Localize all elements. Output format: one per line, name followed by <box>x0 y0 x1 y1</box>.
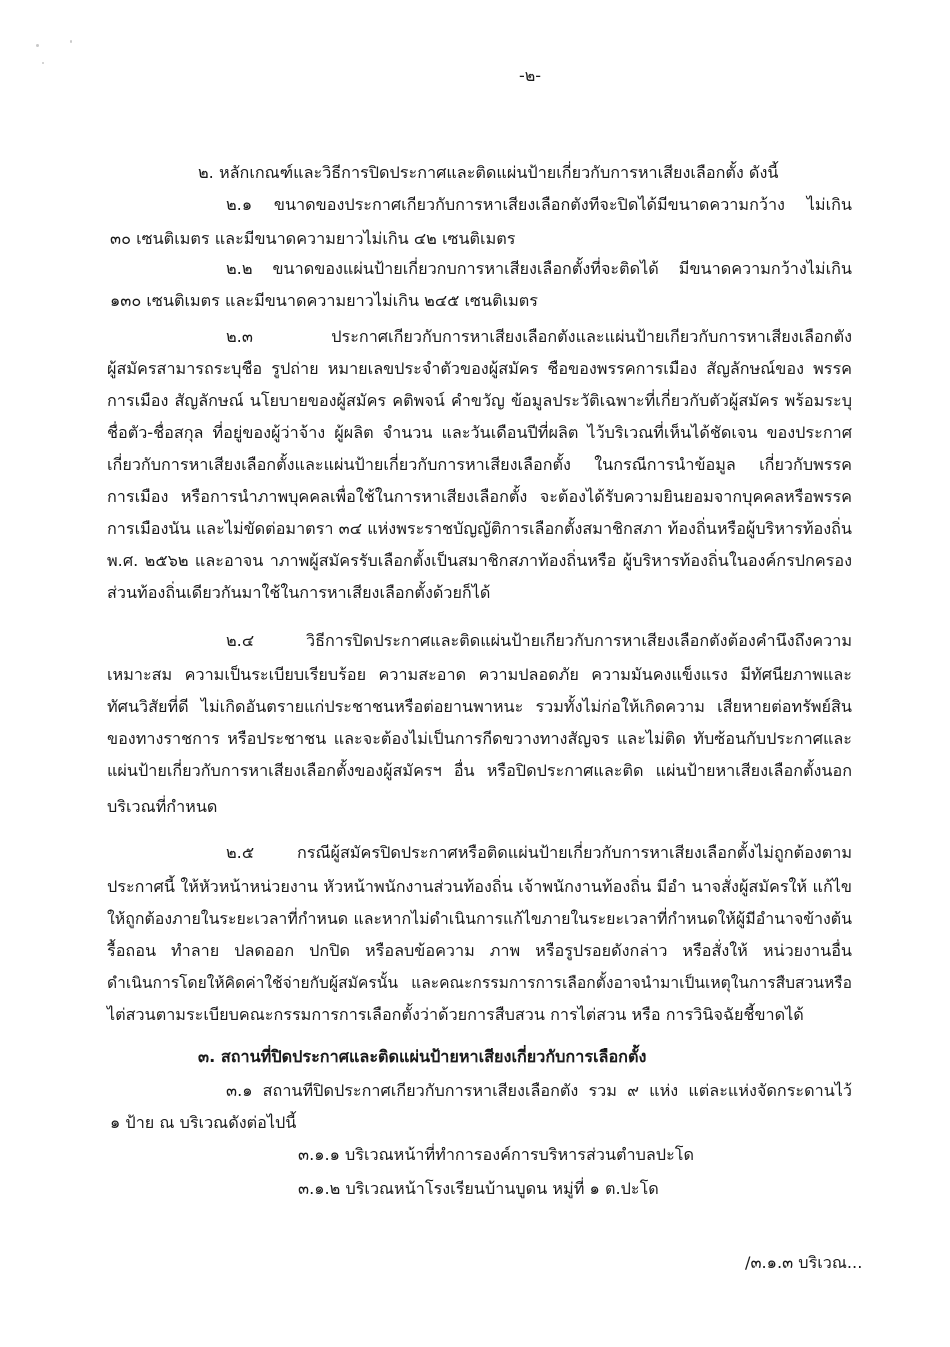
paragraph-2-1-line: ๓๐ เซนติเมตร และมีขนาดความยาวไม่เกิน ๔๒ เซนติเมตร <box>110 229 516 248</box>
location-item: ๓.๑.๒ บริเวณหน้าโรงเรียนบ้านบูดน หมู่ที่ ๑ ต.ปะโด <box>298 1179 659 1198</box>
paragraph-2-3-line: การเมือง สัญลักษณ์ นโยบายของผู้สมัคร คติพจน์ คำขวัญ ข้อมูลประวัติเฉพาะที่เกี่ยวกับตัวผู้สมัคร พร้อมระบุ <box>107 391 852 410</box>
location-item: ๓.๑.๑ บริเวณหน้าที่ทำการองค์การบริหารส่วนตำบลปะโด <box>298 1145 694 1164</box>
paragraph-2-4-line: บริเวณที่กำหนด <box>107 797 218 816</box>
paragraph-2-4-line: เหมาะสม ความเป็นระเบียบเรียบร้อย ความสะอาด ความปลอดภัย ความมันคงแข็งแรง มีทัศนียภาพและ <box>107 665 852 684</box>
paragraph-2-5-line: ประกาศนี้ ให้หัวหน้าหน่วยงาน หัวหน้าพนักงานส่วนท้องถิ่น เจ้าพนักงานท้องถิ่น มีอำ นาจสั่งผู้สมัครให้ แก้ไข <box>107 877 852 896</box>
paragraph-3-1-line: ๑ ป้าย ณ บริเวณดังต่อไปนี้ <box>110 1113 297 1132</box>
paragraph-2-4-line: แผ่นป้ายเกี่ยวกับการหาเสียงเลือกตั้งของผู้สมัครฯ อื่น หรือปิดประกาศและติด แผ่นป้ายหาเสียงเลือกตั้งนอก <box>107 761 852 780</box>
paragraph-2-5-line: รื้อถอน ทำลาย ปลดออก ปกปิด หรือลบข้อความ ภาพ หรือรูปรอยดังกล่าว หรือสั่งให้ หน่วยงานอื่น <box>107 941 852 960</box>
scan-speck <box>70 40 72 43</box>
paragraph-2-3-line: ๒.๓ ประกาศเกียวกับการหาเสียงเลือกตังและแผ่นป้ายเกียวกับการหาเสียงเลือกตัง <box>226 327 852 346</box>
paragraph-2-5-line: ๒.๕ กรณีผู้สมัครปิดประกาศหรือติดแผ่นป้ายเกี่ยวกับการหาเสียงเลือกตั้งไม่ถูกต้องตาม <box>226 843 852 862</box>
paragraph-2-3-line: ชื่อตัว-ชื่อสกุล ที่อยู่ของผู้ว่าจ้าง ผู้ผลิต จำนวน และวันเดือนปีที่ผลิต ไว้บริเวณที่เห็นได้ชัดเจน ของประกาศ <box>107 423 852 442</box>
paragraph-2-4-line: ทัศนวิสัยที่ดี ไม่เกิดอันตรายแก่ประชาชนหรือต่อยานพาหนะ รวมทั้งไม่ก่อให้เกิดความ เสียหายต่อทรัพย์สิน <box>107 697 852 716</box>
paragraph-2-5-line: ให้ถูกต้องภายในระยะเวลาที่กำหนด และหากไม่ดำเนินการแก้ไขภายในระยะเวลาที่กำหนดให้ผู้มีอำนาจข้างต้น <box>107 909 852 928</box>
paragraph-2-3-line: ผู้สมัครสามารถระบุชือ รูปถ่าย หมายเลขประจำตัวของผู้สมัคร ชือของพรรคการเมือง สัญลักษณ์ของ พรรค <box>107 359 852 378</box>
paragraph-2-2-line: ๒.๒ ขนาดของแผ่นป้ายเกี่ยวกบการหาเสียงเลือกตั้งที่จะติดได้ มีขนาดความกว้างไม่เกิน <box>226 259 852 278</box>
paragraph-2-1-line: ๒.๑ ขนาดของประกาศเกียวกับการหาเสียงเลือกตังทีจะปิดได้มีขนาดความกว้าง ไม่เกิน <box>226 195 852 214</box>
paragraph-2-3-line: พ.ศ. ๒๕๖๒ และอาจน าภาพผู้สมัครรับเลือกตั้งเป็นสมาชิกสภาท้องถิ่นหรือ ผู้บริหารท้องถิ่นในองค์กรปกครอง <box>107 551 852 570</box>
section-3-heading: ๓. สถานที่ปิดประกาศและติดแผ่นป้ายหาเสียงเกี่ยวกับการเลือกตั้ง <box>198 1047 647 1066</box>
page-number: -๒- <box>518 66 542 85</box>
section-2-heading: ๒. หลักเกณฑ์และวิธีการปิดประกาศและติดแผ่นป้ายเกี่ยวกับการหาเสียงเลือกตั้ง ดังนี้ <box>198 163 779 182</box>
paragraph-2-5-line: ไต่สวนตามระเบียบคณะกรรมการการเลือกตั้งว่าด้วยการสืบสวน การไต่สวน หรือ การวินิจฉัยชี้ขาดได้ <box>107 1005 804 1024</box>
paragraph-2-3-line: การเมือง หรือการนำภาพบุคคลเพื่อใช้ในการหาเสียงเลือกตั้ง จะต้องได้รับความยินยอมจากบุคคลหรือพรรค <box>107 487 852 506</box>
paragraph-2-2-line: ๑๓๐ เซนติเมตร และมีขนาดความยาวไม่เกิน ๒๔๕ เซนติเมตร <box>110 291 538 310</box>
paragraph-2-4-line: ของทางราชการ หรือประชาชน และจะต้องไม่เป็นการกีดขวางทางสัญจร และไม่ติด ทับซ้อนกับประกาศและ <box>107 729 852 748</box>
continuation-note: /๓.๑.๓ บริเวณ... <box>745 1253 863 1272</box>
paragraph-2-5-line: ดำเนินการโดยให้คิดค่าใช้จ่ายกับผู้สมัครนั้น และคณะกรรมการการเลือกตั้งอาจนำมาเป็นเหตุในการสืบสวนหรือ <box>107 974 852 992</box>
scan-speck <box>36 44 39 47</box>
paragraph-2-3-line: การเมืองนัน และไม่ขัดต่อมาตรา ๓๔ แห่งพระราชบัญญัติการเลือกตั้งสมาชิกสภา ท้องถิ่นหรือผู้บริหารท้องถิ่น <box>107 519 852 538</box>
paragraph-2-3-line: ส่วนท้องถิ่นเดียวกันมาใช้ในการหาเสียงเลือกตั้งด้วยก็ได้ <box>107 583 491 602</box>
paragraph-2-4-line: ๒.๔ วิธีการปิดประกาศและติดแผ่นป้ายเกียวกับการหาเสียงเลือกตังต้องคำนึงถึงความ <box>226 631 852 650</box>
paragraph-2-3-line: เกี่ยวกับการหาเสียงเลือกตั้งและแผ่นป้ายเกี่ยวกับการหาเสียงเลือกตั้ง ในกรณีการนำข้อมูล เกี่ยวกับพรรค <box>107 455 852 474</box>
paragraph-3-1-line: ๓.๑ สถานทีปิดประกาศเกียวกับการหาเสียงเลือกตัง รวม ๙ แห่ง แต่ละแห่งจัดกระดานไว้ <box>226 1081 852 1100</box>
